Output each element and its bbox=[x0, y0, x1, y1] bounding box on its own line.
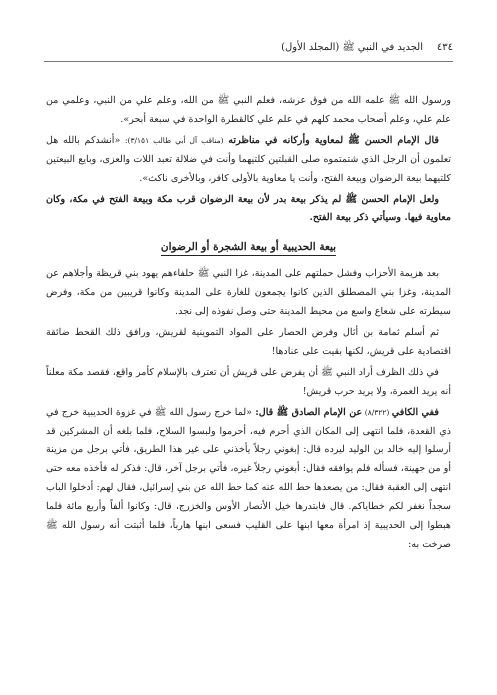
paragraph-lead: قال الإمام الحسن ﷺ لمعاوية وأركانه في مناظرته bbox=[228, 134, 440, 146]
quote-text: «أنشدكم بالله هل تعلمون أن الرجل الذي شتمتموه صلى القبلتين كلتيهما وأنت في ضلالة تعبد اللات والعزى، وبايع البيعتين كلتيهما بيعة الرضوان وبيعة الفتح، وأنت يا معاوية بالأولى كافر، وبالأخرى ناكث». bbox=[46, 134, 451, 184]
quote-text: «لما خرج رسول الله ﷺ في غزوة الحديبية خرج في ذي القعدة، فلما انتهى إلى المكان الذي أحرم فيه، أحرموا ولبسوا السلاح، فلما بلغه أن المشركين قد أرسلوا إليه خالد بن الوليد ليرده قال: إبغوني رجلاً يأخذني على غير هذا الطريق، فأتي برجل من مزينة أو من جهينة، فسأله فلم يوافقه فقال: أبغوني رجلاً غيره، فأتي برجل آخر، قال: فذكر له فأخذه معه حتى انتهى إلى العقبة فقال: من يصعدها حط الله عنه كما حط الله عن بني إسرائيل، فقال لهم: أدخلوا الباب سجداً نغفر لكم خطاياكم. قال فابتدرها خيل الأنصار الأوس والخزرج، قال: وكانوا ألفاً وأربع مائة فلما هبطوا إلى الحديبية إذ امرأة معها ابنها على القليب فسعى ابنها هارباً، فلما أثبتت أنه رسول الله ﷺ صرخت به: bbox=[46, 406, 451, 550]
source-citation: (٨/٣٢٢) bbox=[362, 407, 392, 417]
header-rule bbox=[44, 61, 453, 62]
section-heading-text: بيعة الحديبية أو بيعة الشجرة أو الرضوان bbox=[161, 241, 336, 256]
paragraph: ثم أسلم ثمامة بن أثال وفرض الحصار على المواد التموينية لقريش، ورافق ذلك القحط ضائقة اقتصادية على قريش، لكنها بقيت على عنادها! bbox=[46, 326, 451, 357]
paragraph: في ذلك الظرف أراد النبي ﷺ أن يفرض على قريش أن تعترف بالإسلام كأمر واقع، فقصد مكة معلناً أنه يريد العمرة، ولا يريد حرب قريش! bbox=[46, 366, 451, 397]
paragraph: بعد هزيمة الأحزاب وفشل حملتهم على المدينة، غزا النبي ﷺ حلفاءهم يهود بني قريظة وأجلاهم عن المدينة، وغزا بني المصطلق الذين كانوا يجمعون للغارة على المدينة وكانوا قريبين من مكة، وفرض سيطرته على شعاع واسع من محيط المدينة حتى وصل نفوذه إلى نجد. bbox=[46, 268, 451, 318]
paragraph bbox=[46, 132, 451, 189]
paragraph bbox=[46, 404, 451, 555]
book-name: ففي الكافي bbox=[391, 406, 439, 418]
body-text bbox=[46, 92, 451, 557]
narrator: عن الإمام الصادق ﷺ قال: bbox=[255, 406, 363, 418]
paragraph: ولعل الإمام الحسن ﷺ لم يذكر بيعة بدر لأن بيعة الرضوان قرب مكة وبيعة الفتح في مكة، وكان معاوية فيها. وسيأتي ذكر بيعة الفتح. bbox=[46, 193, 451, 224]
running-title: الجديد في النبي ﷺ (المجلد الأول) bbox=[281, 42, 423, 53]
source-citation: (مناقب آل أبي طالب ٣/١٥١): bbox=[125, 135, 224, 145]
paragraph: ورسول الله ﷺ علمه الله من فوق عرشه، فعلم النبي ﷺ من الله، وعلم علي من النبي، وعلمي من علم علي، وعلم أصحاب محمد كلهم في علم علي كالقطرة الواحدة في سبعة أبحر». bbox=[46, 95, 451, 125]
page-header bbox=[44, 40, 453, 56]
page-number: ٤٣٤ bbox=[436, 42, 453, 53]
section-heading bbox=[46, 238, 451, 257]
